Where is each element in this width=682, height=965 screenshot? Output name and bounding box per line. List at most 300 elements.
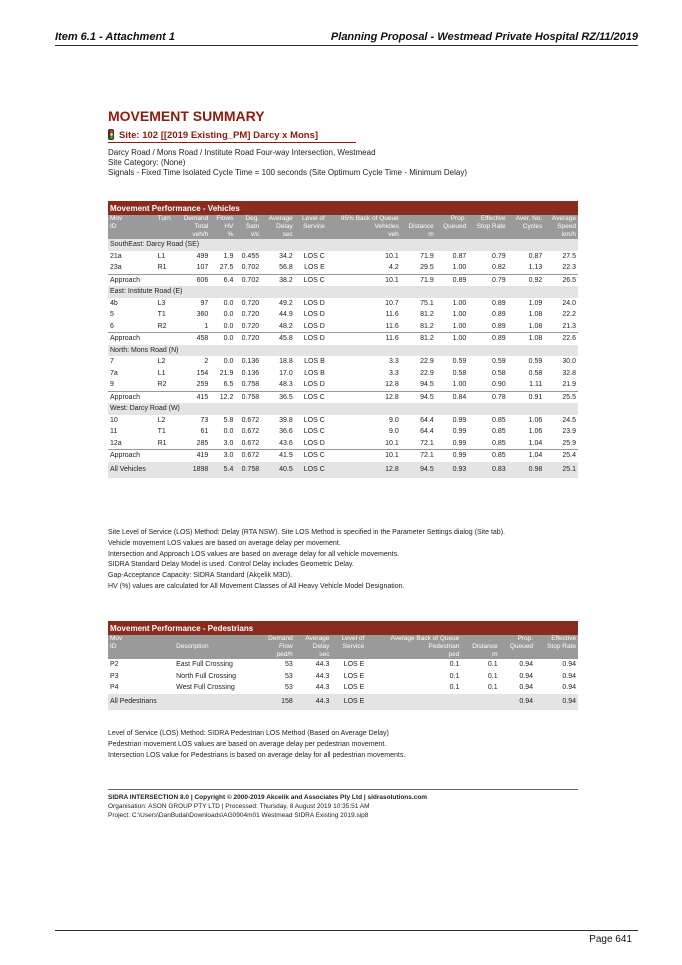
table-cell: 73 [200,416,209,424]
table-cell: 4b [110,299,118,307]
table-cell: 1 [204,322,209,330]
table-cell: sec [261,231,295,239]
table-cell: 24.0 [562,299,576,307]
table-cell: 44.3 [315,661,330,669]
table-cell: 0.58 [452,369,467,377]
table-cell: 107 [196,264,209,272]
pedestrians-table [108,621,578,710]
table-row [108,671,578,683]
table-cell: Aver. No. [508,215,545,223]
table-cell: 18.8 [279,358,293,366]
table-cell: 0.94 [519,672,533,680]
table-cell: 1.11 [529,381,543,389]
table-cell [156,450,176,462]
table-cell: 360 [196,311,209,319]
table-cell: 0.89 [492,299,506,307]
table-cell: 0.1 [449,684,460,692]
note-line: Intersection LOS value for Pedestrians is based on average delay for all pedestrian movements. [108,751,406,759]
table-cell: 10.1 [327,274,401,286]
table-cell: 499 [196,252,209,260]
table-cell: 25.1 [544,462,578,478]
table-cell [174,694,257,710]
table-cell: All Vehicles [108,462,156,478]
table-cell: 0.79 [468,274,507,286]
table-cell: 0.136 [241,358,260,366]
table-cell: 0.99 [452,416,467,424]
table-cell: P2 [110,661,119,669]
table-cell: 49.2 [279,299,293,307]
table-cell: 81.2 [420,322,434,330]
table-cell: Satn [235,223,261,231]
table-cell: 9.0 [389,416,399,424]
table-row [108,356,578,368]
table-cell: 53 [284,661,293,669]
table-cell [436,231,468,239]
table-cell: LOS D [303,381,325,389]
table-cell: 21.3 [562,322,576,330]
table-cell: 0.59 [492,358,506,366]
table-cell: 5 [110,311,114,319]
table-cell: 1.00 [452,381,467,389]
page-header [55,31,638,45]
table-cell [108,651,174,659]
table-cell: 0.59 [452,358,467,366]
table-cell: Queued [500,643,535,651]
table-cell: 1.9 [223,252,234,260]
table-cell: 1.00 [452,311,467,319]
table-cell: 27.5 [219,264,234,272]
table-row [108,438,578,450]
table-cell: m [461,651,499,659]
table-cell: 0.702 [235,274,261,286]
table-cell: 0.85 [492,416,506,424]
table-cell: 0.79 [492,252,506,260]
header-right: Planning Proposal - Westmead Private Hospital RZ/11/2019 [330,31,638,43]
table-cell: 0.94 [562,661,576,669]
table-cell: 25.5 [544,391,578,403]
table-cell: 22.9 [420,358,434,366]
table-cell: 0.94 [562,684,576,692]
note-line: Pedestrian movement LOS values are based on average delay per pedestrian movement. [108,740,387,748]
table-cell: 1.09 [528,299,543,307]
table-cell: 0.758 [241,381,260,389]
table-cell [174,651,257,659]
table-cell: 36.5 [261,391,295,403]
table-cell: v/c [235,231,261,239]
table-cell: 43.6 [279,439,293,447]
table-cell: L2 [157,358,166,366]
table-cell: 0.1 [449,672,460,680]
table-cell: 0.84 [436,391,468,403]
table-cell: 4.2 [389,264,399,272]
table-cell: R2 [157,322,167,330]
table-cell: 0.0 [223,299,234,307]
table-cell: 11.6 [385,322,399,330]
table-cell: 2 [204,358,209,366]
table-cell: 71.9 [420,252,434,260]
table-cell: 0.672 [241,416,260,424]
table-cell: 44.3 [315,672,330,680]
table-cell: L2 [157,416,166,424]
table-header-row [108,635,578,643]
table-cell: 0.672 [235,450,261,462]
table-cell: North: Mons Road (N) [108,345,578,357]
table-cell: 26.5 [544,274,578,286]
table-cell: 94.5 [401,391,436,403]
table-cell: 40.5 [261,462,295,478]
table-cell: Average [261,215,295,223]
table-cell: 0.0 [223,322,234,330]
table-cell: 259 [196,381,209,389]
table-cell: R1 [157,439,167,447]
table-cell: ped/h [257,651,294,659]
table-cell: 22.9 [420,369,434,377]
table-cell: Flow [257,643,294,651]
table-cell: veh/h [176,231,210,239]
approach-group-row [108,286,578,298]
table-cell: 0.455 [241,252,260,260]
table-cell: 0.758 [235,391,261,403]
site-heading [108,129,356,143]
table-cell: Distance [461,643,499,651]
table-cell: km/h [544,231,578,239]
table-cell: 44.9 [279,311,293,319]
table-cell: Description [174,643,257,651]
table-cell: 48.3 [279,381,293,389]
table-cell: 10.1 [327,450,401,462]
table-cell: Cycles [508,223,545,231]
table-cell: Flows [210,215,235,223]
note-line: Site Level of Service (LOS) Method: Delay (RTA NSW). Site LOS Method is specified in the Parameter Settings dialog (Site tab). [108,529,505,536]
table-cell: 3.3 [389,358,399,366]
table-cell: 56.8 [279,264,293,272]
approach-group-row [108,403,578,415]
table-cell: 0.93 [436,462,468,478]
table-cell: 23a [110,264,122,272]
table-cell: 0.672 [241,428,260,436]
table-cell [156,231,176,239]
table-cell: 23.9 [562,428,576,436]
table-cell: 0.0 [223,358,234,366]
table-cell: 75.1 [420,299,434,307]
table-cell: 94.5 [420,381,434,389]
table-cell: 0.136 [241,369,260,377]
table-header-row [108,223,578,231]
table-cell: Queued [436,223,468,231]
table-cell: 10.1 [385,252,399,260]
table-cell: Delay [295,643,332,651]
table-cell: T1 [157,311,166,319]
table-cell: 0.720 [241,322,260,330]
table-cell: 22.3 [562,264,576,272]
table-cell: 22.6 [544,333,578,345]
table-cell: 39.8 [279,416,293,424]
table-cell: 0.1 [449,661,460,669]
table-cell: 0.720 [241,311,260,319]
table-cell [468,231,507,239]
desc-line: Signals - Fixed Time Isolated Cycle Time = 100 seconds (Site Optimum Cycle Time - Minimum Delay) [108,168,468,177]
table-cell: 0.0 [223,428,234,436]
table-cell: Deg. [235,215,261,223]
table-cell: Prop. [436,215,468,223]
table-cell: LOS E [343,672,365,680]
table-cell: 64.4 [420,428,434,436]
table-cell: 27.5 [562,252,576,260]
table-cell: 10 [110,416,118,424]
table-cell: 72.1 [420,439,434,447]
table-cell: 34.2 [279,252,293,260]
table-cell: ped [366,651,461,659]
table-cell: 0.83 [468,462,507,478]
table-cell: 11.6 [385,311,399,319]
table-cell: 0.94 [535,694,578,710]
note-line: Vehicle movement LOS values are based on average delay per movement. [108,539,341,547]
table-cell [401,215,436,223]
pedestrian-notes [108,729,405,761]
table-cell [156,223,176,231]
table-cell: LOS C [295,462,327,478]
vehicles-table [108,201,578,478]
table-cell: 154 [196,369,209,377]
desc-line: Site Category: (None) [108,158,186,167]
table-cell: LOS C [303,428,325,436]
approach-total-row [108,450,578,462]
table-cell: 419 [176,450,210,462]
table-cell: 0.672 [241,439,260,447]
table-cell: LOS D [303,439,325,447]
table-cell: 9 [110,381,114,389]
table-cell: Movement Performance - Pedestrians [108,621,578,635]
table-cell: 0.99 [436,450,468,462]
footer-organisation: Organisation: ASON GROUP PTY LTD | Processed: Thursday, 8 August 2019 10:35:51 AM [108,803,370,810]
table-cell: 36.6 [279,428,293,436]
table-cell: Effective [535,635,578,643]
table-cell: LOS B [304,369,325,377]
table-cell: 0.94 [519,684,533,692]
table-cell: 158 [257,694,294,710]
table-cell: Vehicles [327,223,401,231]
table-cell: 1.04 [508,450,545,462]
table-cell: 64.4 [420,416,434,424]
table-cell: 0.0 [210,333,235,345]
table-cell: 1.08 [528,322,543,330]
table-cell [508,231,545,239]
site-label: Site: 102 [[2019 Existing_PM] Darcy x Mons] [119,130,319,141]
table-cell: m [401,231,436,239]
table-cell: P4 [110,684,119,692]
table-cell: 94.5 [401,462,436,478]
table-cell: LOS C [295,274,327,286]
table-title-row [108,201,578,215]
table-cell: 0.82 [492,264,506,272]
table-cell: 30.0 [562,358,576,366]
table-cell [156,391,176,403]
vehicle-notes [108,528,505,593]
table-cell: West: Darcy Road (W) [108,403,578,415]
table-cell: 0.89 [436,274,468,286]
table-cell: 0.758 [235,462,261,478]
note-line: Intersection and Approach LOS values are based on average delay for all vehicle movements. [108,550,400,558]
table-cell: 0.720 [235,333,261,345]
table-cell: sec [295,651,332,659]
table-cell [331,651,366,659]
table-header-row [108,651,578,659]
page-number: Page 641 [589,934,632,945]
table-row [108,309,578,321]
table-cell: 415 [176,391,210,403]
table-cell: 10.7 [385,299,399,307]
table-cell: SouthEast: Darcy Road (SE) [108,239,578,251]
table-cell: Effective [468,215,507,223]
table-title-row [108,621,578,635]
table-cell [156,462,176,478]
traffic-light-icon [108,129,114,140]
table-header-row [108,643,578,651]
table-cell: 0.720 [241,299,260,307]
table-cell: 3.3 [389,369,399,377]
table-cell: 71.9 [401,274,436,286]
table-row [108,321,578,333]
all-vehicles-row [108,462,578,478]
table-cell: 22.2 [562,311,576,319]
table-row [108,379,578,391]
table-cell: 6.5 [223,381,234,389]
table-cell: Average [544,215,578,223]
table-cell: LOS E [343,684,365,692]
table-cell: 48.2 [279,322,293,330]
table-cell: 1.13 [528,264,543,272]
table-cell: 458 [176,333,210,345]
table-cell: 0.1 [487,661,498,669]
footer-copyright: SIDRA INTERSECTION 8.0 | Copyright © 2000-2019 Akcelik and Associates Pty Ltd | sidrasolutions.com [108,794,428,801]
table-cell: 10.1 [385,439,399,447]
table-cell: LOS C [295,450,327,462]
table-cell: Stop Rate [468,223,507,231]
table-cell: 1.00 [436,333,468,345]
table-cell: Approach [108,391,156,403]
table-cell: Average [295,635,332,643]
table-cell: R2 [157,381,167,389]
table-cell: Prop. [500,635,535,643]
table-cell: Level of [331,635,366,643]
table-cell: 32.8 [562,369,576,377]
desc-line: Darcy Road / Mons Road / Institute Road Four-way Intersection, Westmead [108,148,376,157]
table-cell: LOS D [295,333,327,345]
table-cell: 5.4 [210,462,235,478]
header-left: Item 6.1 - Attachment 1 [55,31,176,43]
table-cell [156,333,176,345]
table-cell: 1.00 [452,322,467,330]
table-cell: 0.87 [528,252,543,260]
table-cell [295,231,327,239]
all-pedestrians-row [108,694,578,710]
table-cell: 9.0 [389,428,399,436]
approach-group-row [108,345,578,357]
table-cell: Total [176,223,210,231]
table-cell: 7a [110,369,118,377]
table-cell: 53 [284,684,293,692]
table-cell: 17.0 [279,369,293,377]
table-cell: 25.9 [562,439,576,447]
table-cell: North Full Crossing [176,672,237,680]
table-cell: 1.06 [528,416,543,424]
footer-project: Project: C:\Users\DanBudai\Downloads\AG0904m01 Westmead SIDRA Existing 2019.sip8 [108,812,369,819]
table-cell: 1.08 [508,333,545,345]
table-cell: Service [295,223,327,231]
page-footer-rule [55,930,638,931]
table-cell: Demand [257,635,294,643]
table-cell: 606 [176,274,210,286]
table-cell: 1.08 [528,311,543,319]
table-cell: 0.0 [223,311,234,319]
table-cell: 25.4 [544,450,578,462]
table-cell: 61 [200,428,209,436]
table-row [108,415,578,427]
table-cell: % [210,231,235,239]
table-cell: HV [210,223,235,231]
table-cell: 38.2 [261,274,295,286]
table-cell: 0.1 [487,684,498,692]
table-cell: 0.89 [492,322,506,330]
table-cell: 0.85 [492,428,506,436]
table-cell: 1.00 [452,299,467,307]
table-cell: ID [108,643,174,651]
table-cell: P3 [110,672,119,680]
table-cell: T1 [157,428,166,436]
table-cell: Average Back of Queue [366,635,461,643]
table-cell: 0.99 [452,428,467,436]
table-cell: Approach [108,274,156,286]
table-cell: ID [108,223,156,231]
approach-group-row [108,239,578,251]
page-title: MOVEMENT SUMMARY [108,108,265,124]
table-cell: 95% Back of Queue [327,215,401,223]
table-cell: Service [331,643,366,651]
table-cell: 0.94 [500,694,535,710]
table-cell: LOS D [303,322,325,330]
table-cell: 12.8 [327,391,401,403]
table-cell [461,694,499,710]
table-cell: Speed [544,223,578,231]
site-description [108,148,467,178]
table-cell: Turn [156,215,176,223]
table-cell: 12.8 [327,462,401,478]
table-cell: 1.04 [528,439,543,447]
table-cell [500,651,535,659]
table-cell: 285 [196,439,209,447]
table-cell: 6.4 [210,274,235,286]
note-line: HV (%) values are calculated for All Movement Classes of All Heavy Vehicle Model Designation. [108,582,405,590]
table-cell: Approach [108,450,156,462]
table-cell: Mov [108,215,156,223]
table-cell: 11.6 [327,333,401,345]
table-cell: 0.85 [468,450,507,462]
table-cell: 5.8 [223,416,234,424]
table-cell [366,694,461,710]
table-cell: 0.1 [487,672,498,680]
table-cell: 0.99 [452,439,467,447]
table-row [108,262,578,274]
table-cell [108,231,156,239]
table-cell: 21.9 [219,369,234,377]
table-cell: L1 [157,369,166,377]
table-cell: Movement Performance - Vehicles [108,201,578,215]
table-row [108,298,578,310]
table-cell: 0.58 [528,369,543,377]
table-cell: LOS E [343,661,365,669]
table-cell: Pedestrian [366,643,461,651]
table-cell: 0.89 [492,311,506,319]
